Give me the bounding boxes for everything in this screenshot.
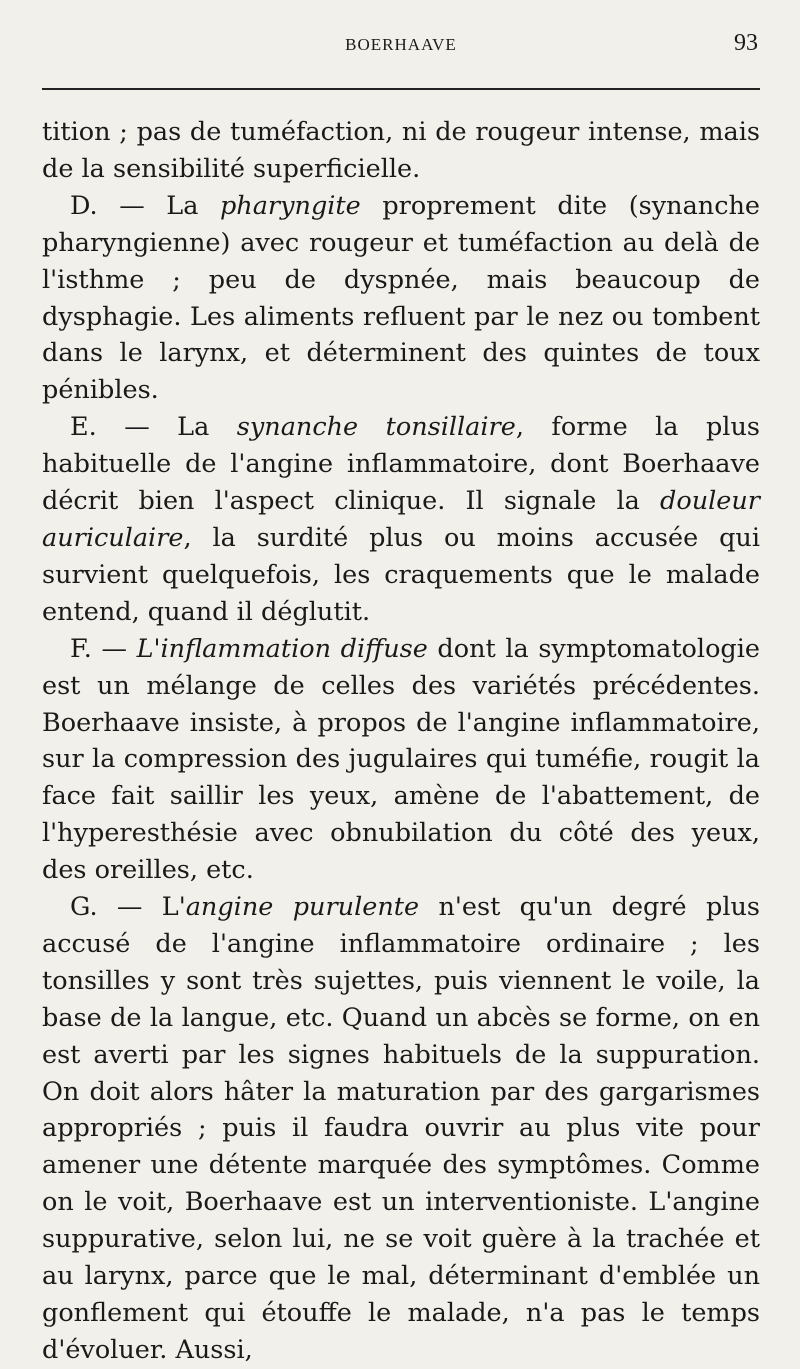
paragraph-e: E. — La synanche tonsillaire, forme la plus habituelle de l'angine inflammatoire, dont Boerhaave décrit bien l'aspect clinique. Il signale la douleur auriculaire, la surdité plus ou moins accusée qui survient quelquefois, les craquements que le malade entend, quand il déglutit. — [42, 412, 760, 627]
term-angine-purulente: angine purulente — [185, 892, 420, 923]
paragraph-continuation: tition ; pas de tuméfaction, ni de rougeur intense, mais de la sensibilité superficielle. — [42, 117, 760, 184]
paragraph-f: F. — L'inflammation diffuse dont la symptomatologie est un mélange de celles des variétés précédentes. Boerhaave insiste, à propos de l'angine inflammatoire, sur la compression des jugulaires qui tuméfie, rougit la face fait saillir les yeux, amène de l'abattement, de l'hyperesthésie avec obnubilation du côté des yeux, des oreilles, etc. — [42, 633, 760, 886]
body-text — [42, 114, 760, 1369]
book-page — [42, 0, 760, 1369]
page-header — [42, 0, 760, 90]
term-pharyngite: pharyngite — [219, 190, 361, 221]
term-douleur-auriculaire: douleur auriculaire — [42, 486, 760, 553]
paragraph-g: G. — L'angine purulente n'est qu'un degré plus accusé de l'angine inflammatoire ordinaire ; les tonsilles y sont très sujettes, puis viennent le voile, la base de la langue, etc. Quand un abcès se forme, on en est averti par les signes habituels de la suppuration. On doit alors hâter la maturation par des gargarismes appropriés ; puis il faudra ouvrir au plus vite pour amener une détente marquée des symptômes. Comme on le voit, Boerhaave est un interventioniste. L'angine suppurative, selon lui, ne se voit guère à la trachée et au larynx, parce que le mal, déterminant d'emblée un gonflement qui étouffe le malade, n'a pas le temps d'évoluer. Aussi, — [42, 892, 761, 1365]
paragraph-d: D. — La pharyngite proprement dite (synanche pharyngienne) avec rougeur et tuméfaction au delà de l'isthme ; peu de dyspnée, mais beaucoup de dysphagie. Les aliments refluent par le nez ou tombent dans le larynx, et déterminent des quintes de toux pénibles. — [42, 190, 760, 406]
term-inflammation-diffuse: L'inflammation diffuse — [136, 633, 428, 664]
term-synanche-tonsillaire: synanche tonsillaire — [236, 412, 516, 443]
page-number: 93 — [734, 30, 758, 56]
running-head: BOERHAAVE — [345, 35, 457, 54]
